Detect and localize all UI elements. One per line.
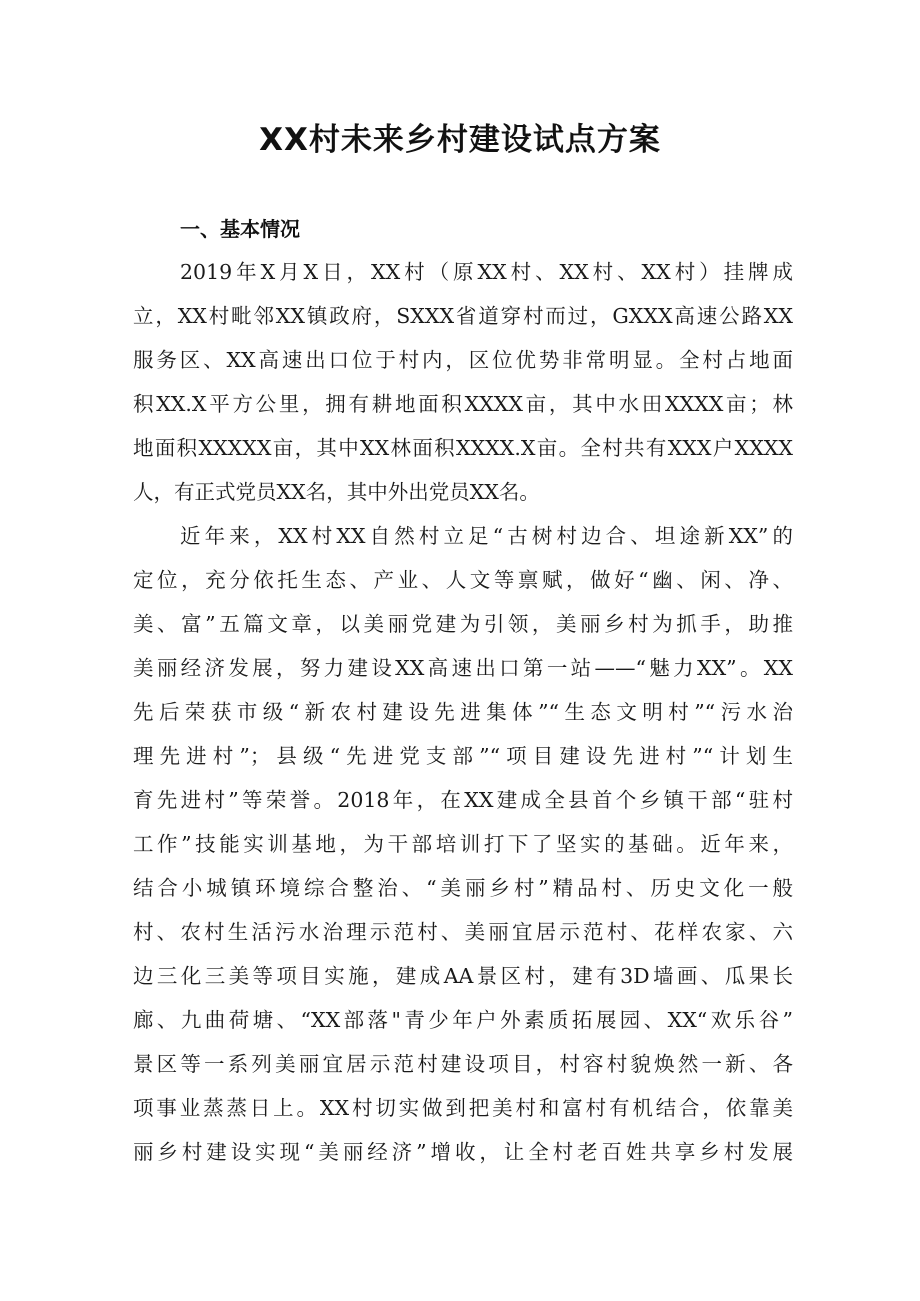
paragraph-2-line: 村、农村生活污水治理示范村、美丽宜居示范村、花样农家、六 [133, 920, 793, 944]
paragraph-2-line: 理先进村”；县级“先进党支部”“项目建设先进村”“计划生 [133, 744, 793, 768]
paragraph-1-line: 人，有正式党员XX名，其中外出党员XX名。 [133, 480, 540, 504]
paragraph-2-line: 美、富”五篇文章，以美丽党建为引领，美丽乡村为抓手，助推 [133, 612, 793, 636]
paragraph-2-line: 结合小城镇环境综合整治、“美丽乡村”精品村、历史文化一般 [133, 876, 793, 900]
paragraph-1-line: 2019年X月X日，XX村（原XX村、XX村、XX村）挂牌成 [180, 260, 793, 284]
paragraph-1-line: 立，XX村毗邻XX镇政府，SXXX省道穿村而过，GXXX高速公路XX [133, 304, 793, 328]
paragraph-2-line: 先后荣获市级“新农村建设先进集体”“生态文明村”“污水治 [133, 700, 793, 724]
paragraph-2-line: 丽乡村建设实现“美丽经济”增收，让全村老百姓共享乡村发展 [133, 1140, 793, 1164]
paragraph-1-line: 积XX.X平方公里，拥有耕地面积XXXX亩，其中水田XXXX亩；林 [133, 392, 793, 416]
document-title: XX村未来乡村建设试点方案 [259, 122, 661, 158]
paragraph-2-line: 育先进村”等荣誉。2018年，在XX建成全县首个乡镇干部“驻村 [133, 788, 793, 812]
paragraph-1-line: 地面积XXXXX亩，其中XX林面积XXXX.X亩。全村共有XXX户XXXX [133, 436, 793, 460]
paragraph-1-line: 服务区、XX高速出口位于村内，区位优势非常明显。全村占地面 [133, 348, 793, 372]
paragraph-2-line: 项事业蒸蒸日上。XX村切实做到把美村和富村有机结合，依靠美 [133, 1096, 793, 1120]
paragraph-2-line: 工作”技能实训基地，为干部培训打下了坚实的基础。近年来， [133, 832, 793, 856]
paragraph-2-line: 美丽经济发展，努力建设XX高速出口第一站——“魅力XX”。XX [133, 656, 793, 680]
paragraph-2-line: 景区等一系列美丽宜居示范村建设项目，村容村貌焕然一新、各 [133, 1052, 793, 1076]
paragraph-2-line: 近年来，XX村XX自然村立足“古树村边合、坦途新XX”的 [180, 524, 793, 548]
section-heading: 一、基本情况 [180, 217, 300, 241]
paragraph-2-line: 定位，充分依托生态、产业、人文等禀赋，做好“幽、闲、净、 [133, 568, 793, 592]
paragraph-2-line: 边三化三美等项目实施，建成AA景区村，建有3D墙画、瓜果长 [133, 964, 793, 988]
paragraph-2-line: 廊、九曲荷塘、“XX部落"青少年户外素质拓展园、XX“欢乐谷” [133, 1008, 793, 1032]
